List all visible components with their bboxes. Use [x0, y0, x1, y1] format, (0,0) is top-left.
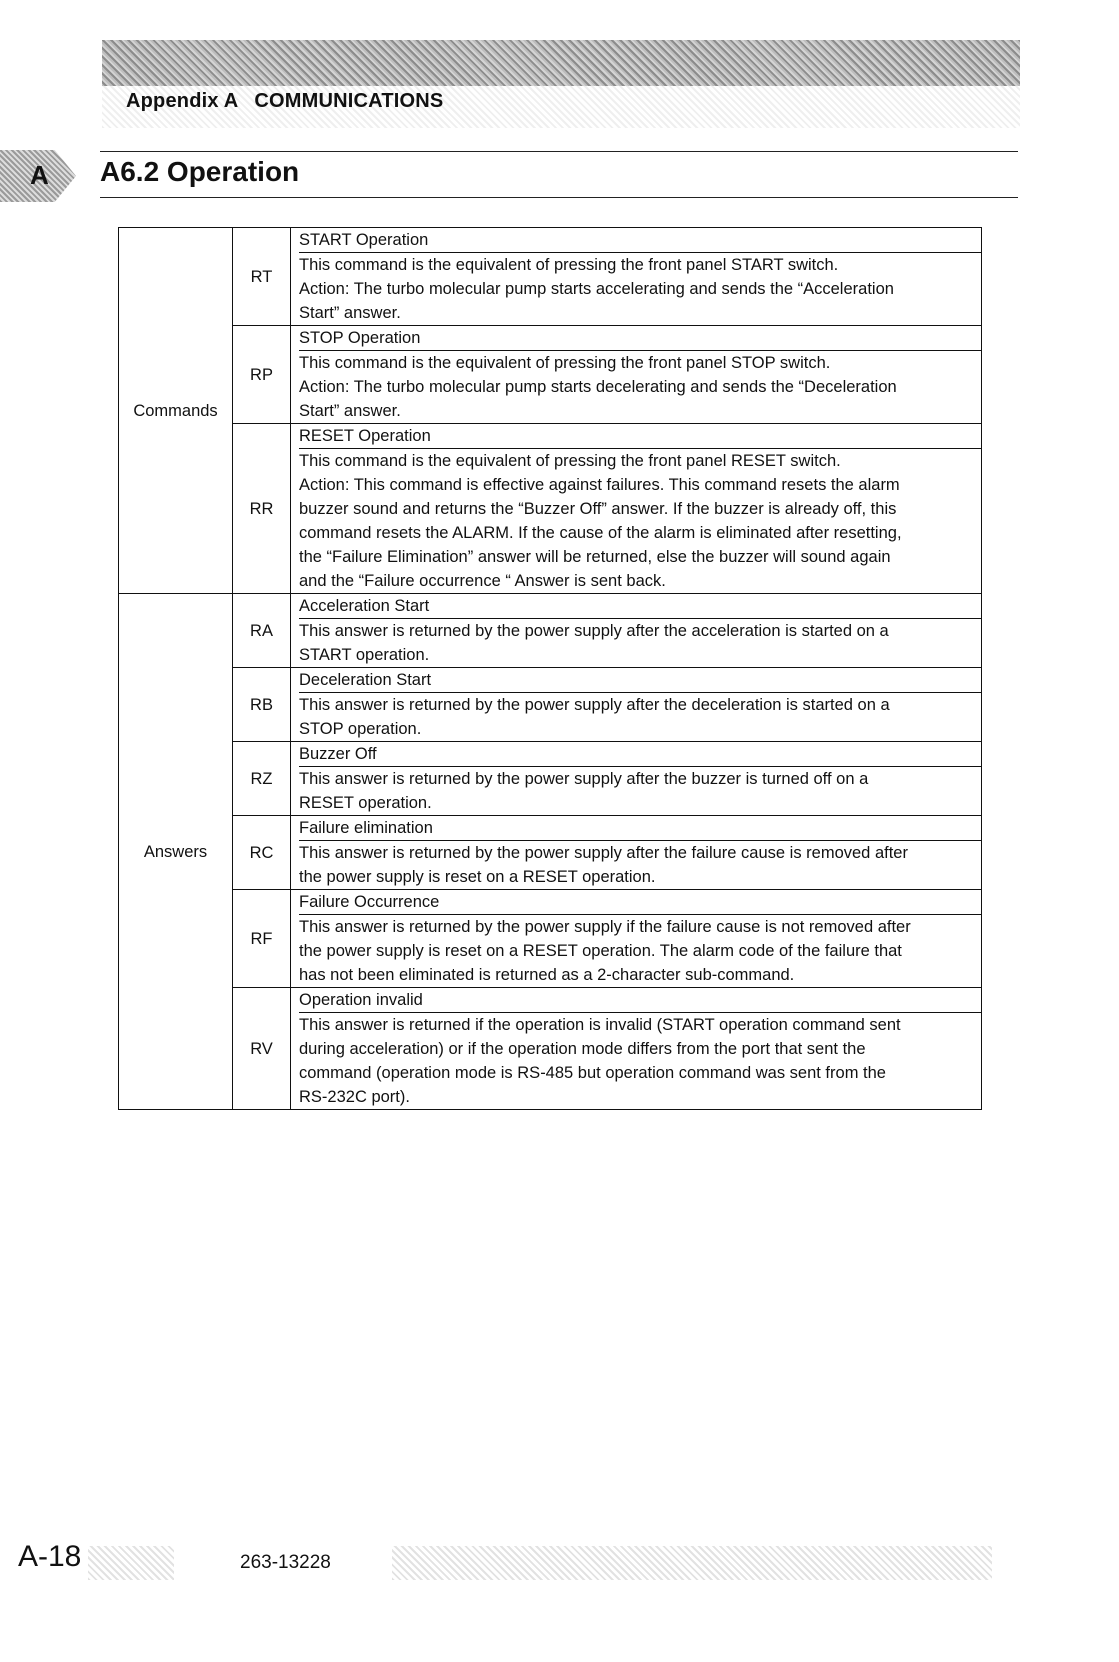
description-line: RESET operation. [299, 794, 432, 812]
command-description [291, 988, 982, 1110]
description-line: has not been eliminated is returned as a 2-character sub-command. [299, 966, 795, 984]
description-line: the power supply is reset on a RESET operation. [299, 868, 656, 886]
command-description [291, 424, 982, 594]
table-row [119, 890, 982, 988]
description-line: Action: This command is effective against failures. This command resets the alarm [299, 476, 900, 494]
command-code: RF [233, 890, 291, 988]
description-title: Acceleration Start [299, 594, 981, 619]
running-header [126, 90, 443, 113]
description-title: Operation invalid [299, 988, 981, 1013]
table-row [119, 816, 982, 890]
description-title: Failure elimination [299, 816, 981, 841]
description-line: command (operation mode is RS-485 but operation command was sent from the [299, 1064, 886, 1082]
table-row [119, 988, 982, 1110]
description-title: RESET Operation [299, 424, 981, 449]
description-line: and the “Failure occurrence “ Answer is sent back. [299, 572, 666, 590]
description-line: STOP operation. [299, 720, 422, 738]
group-label: Commands [119, 228, 233, 594]
description-line: command resets the ALARM. If the cause of the alarm is eliminated after resetting, [299, 524, 902, 542]
command-code: RC [233, 816, 291, 890]
description-line: This command is the equivalent of pressing the front panel START switch. [299, 256, 839, 274]
description-line: START operation. [299, 646, 430, 664]
command-code: RB [233, 668, 291, 742]
description-line: Start” answer. [299, 402, 401, 420]
description-line: RS-232C port). [299, 1088, 410, 1106]
description-line: the power supply is reset on a RESET operation. The alarm code of the failure that [299, 942, 902, 960]
description-line: This answer is returned by the power supply if the failure cause is not removed after [299, 918, 911, 936]
command-description [291, 742, 982, 816]
description-line: buzzer sound and returns the “Buzzer Off” answer. If the buzzer is already off, this [299, 500, 897, 518]
description-line: This command is the equivalent of pressing the front panel STOP switch. [299, 354, 831, 372]
description-title: START Operation [299, 228, 981, 253]
table-row [119, 668, 982, 742]
page-number: A-18 [18, 1540, 82, 1573]
command-description [291, 816, 982, 890]
description-line: This command is the equivalent of pressing the front panel RESET switch. [299, 452, 841, 470]
table-row [119, 594, 982, 668]
section-title: A6.2 Operation [100, 156, 300, 187]
description-title: Deceleration Start [299, 668, 981, 693]
table-row [119, 228, 982, 326]
operation-table [118, 227, 982, 1110]
description-line: the “Failure Elimination” answer will be returned, else the buzzer will sound again [299, 548, 891, 566]
table-row [119, 424, 982, 594]
command-code: RT [233, 228, 291, 326]
description-line: Action: The turbo molecular pump starts accelerating and sends the “Acceleration [299, 280, 894, 298]
command-description [291, 890, 982, 988]
command-description [291, 594, 982, 668]
command-description [291, 228, 982, 326]
table-row [119, 742, 982, 816]
header-appendix-label: Appendix A [126, 90, 239, 112]
group-label: Answers [119, 594, 233, 1110]
command-code: RA [233, 594, 291, 668]
table-row [119, 326, 982, 424]
footer-pattern-right [392, 1546, 992, 1580]
footer-pattern-left [88, 1546, 174, 1580]
header-band [102, 40, 1020, 86]
description-line: This answer is returned if the operation is invalid (START operation command sent [299, 1016, 901, 1034]
operation-table-body [119, 228, 982, 1110]
document-number: 263-13228 [240, 1552, 331, 1573]
description-title: Failure Occurrence [299, 890, 981, 915]
command-code: RV [233, 988, 291, 1110]
description-line: Start” answer. [299, 304, 401, 322]
section-rule-top [100, 151, 1018, 152]
command-code: RR [233, 424, 291, 594]
section-rule-bottom [100, 197, 1018, 198]
description-title: STOP Operation [299, 326, 981, 351]
description-line: This answer is returned by the power supply after the deceleration is started on a [299, 696, 890, 714]
command-code: RZ [233, 742, 291, 816]
description-line: This answer is returned by the power supply after the failure cause is removed after [299, 844, 908, 862]
header-title: COMMUNICATIONS [254, 90, 444, 112]
appendix-badge-letter: A [30, 160, 49, 190]
description-line: Action: The turbo molecular pump starts decelerating and sends the “Deceleration [299, 378, 897, 396]
command-code: RP [233, 326, 291, 424]
command-description [291, 668, 982, 742]
description-line: This answer is returned by the power supply after the acceleration is started on a [299, 622, 889, 640]
command-description [291, 326, 982, 424]
description-line: during acceleration) or if the operation mode differs from the port that sent the [299, 1040, 866, 1058]
description-line: This answer is returned by the power supply after the buzzer is turned off on a [299, 770, 869, 788]
description-title: Buzzer Off [299, 742, 981, 767]
